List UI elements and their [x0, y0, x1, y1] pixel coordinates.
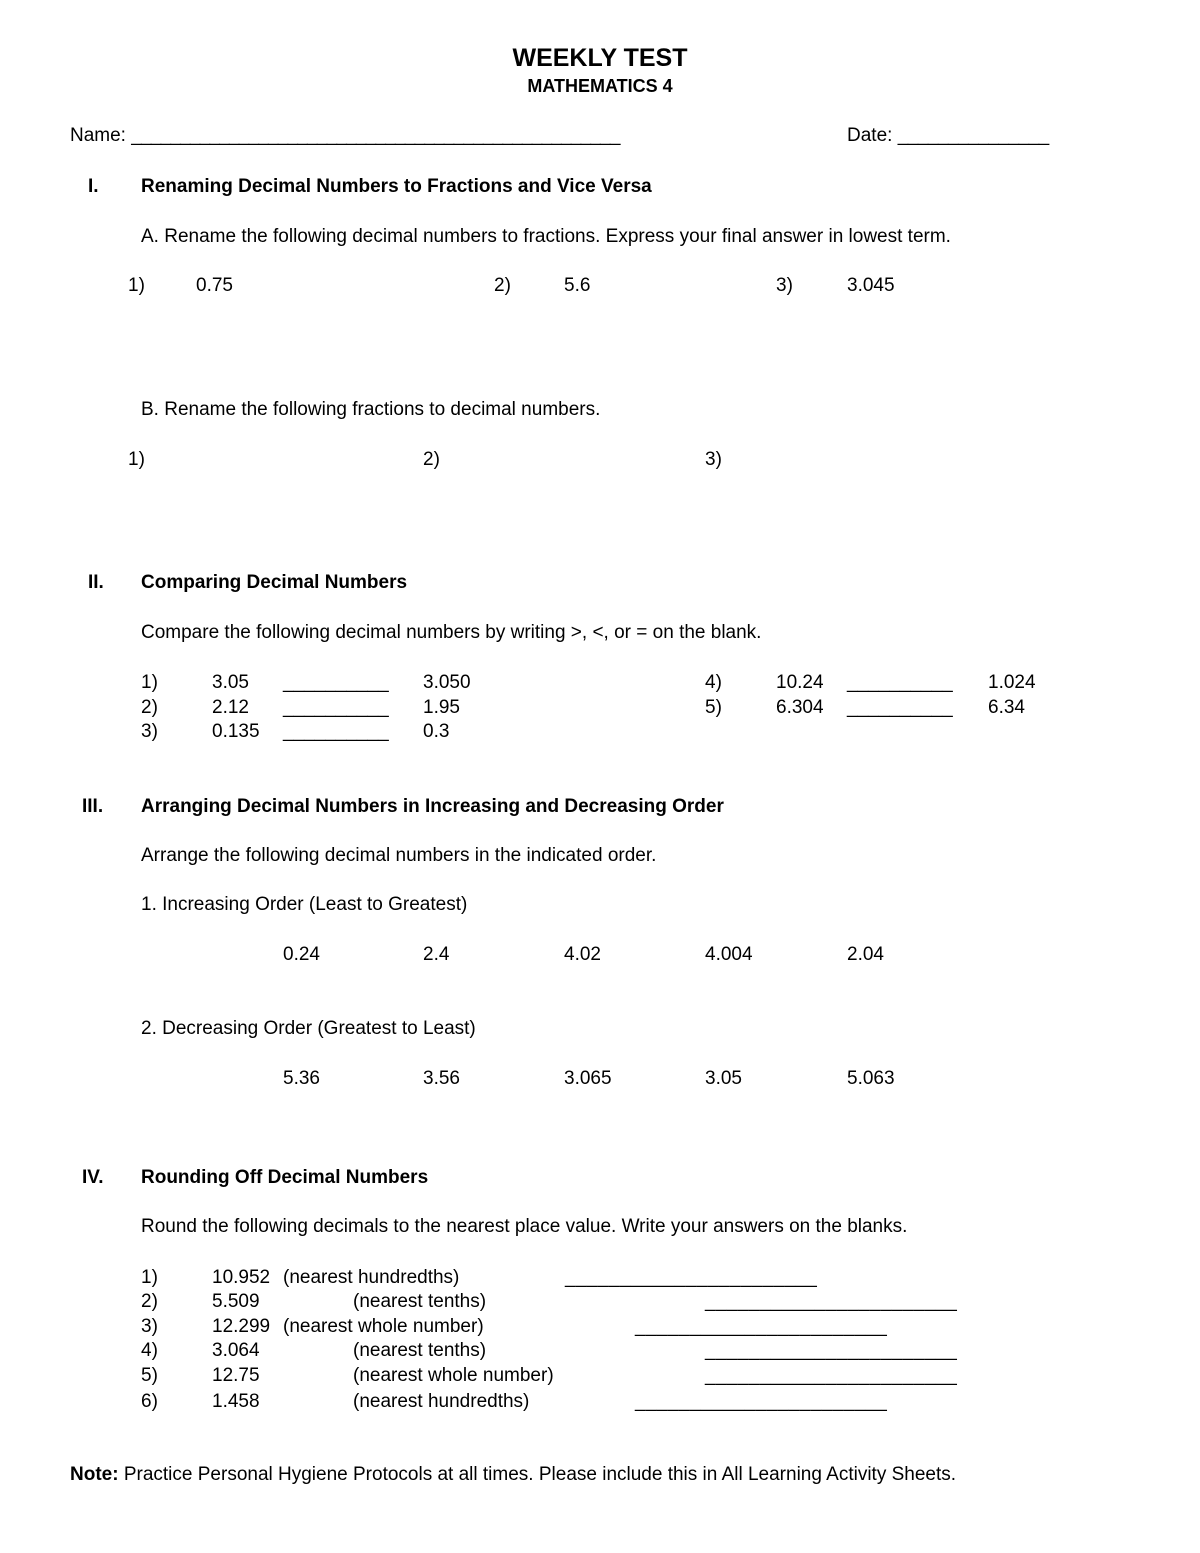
order-value: 3.56 — [423, 1068, 460, 1089]
name-field[interactable] — [70, 126, 620, 145]
order-value: 3.05 — [705, 1068, 742, 1089]
answer-blank[interactable]: _______________________ — [705, 1365, 958, 1386]
section-4-instruction: Round the following decimals to the nearest place value. Write your answers on the blanks. — [141, 1216, 908, 1237]
date-label: Date: — [847, 125, 898, 146]
answer-blank[interactable]: _______________________ — [705, 1340, 958, 1361]
compare-blank[interactable]: __________ — [283, 672, 389, 693]
decimal-value: 5.6 — [564, 275, 591, 296]
order-value: 4.02 — [564, 944, 601, 965]
item-number: 2) — [141, 1291, 158, 1312]
item-number: 1) — [141, 672, 158, 693]
section-2-instruction: Compare the following decimal numbers by writing >, <, or = on the blank. — [141, 622, 762, 643]
round-value: 1.458 — [212, 1391, 260, 1412]
item-number: 5) — [705, 697, 722, 718]
section-1a-instruction: A. Rename the following decimal numbers to fractions. Express your final answer in lowest term. — [141, 226, 951, 247]
compare-right: 1.024 — [988, 672, 1036, 693]
round-value: 3.064 — [212, 1340, 260, 1361]
name-blank[interactable]: __________________________________________________ — [131, 125, 620, 146]
order-value: 0.24 — [283, 944, 320, 965]
section-1-numeral: I. — [88, 176, 99, 197]
item-number: 5) — [141, 1365, 158, 1386]
compare-right: 6.34 — [988, 697, 1025, 718]
item-number: 4) — [705, 672, 722, 693]
item-number: 1) — [141, 1267, 158, 1288]
item-number: 3) — [776, 275, 793, 296]
footer-note — [70, 1465, 956, 1484]
name-label: Name: — [70, 125, 132, 146]
compare-left: 10.24 — [776, 672, 824, 693]
item-number: 2) — [494, 275, 511, 296]
decimal-value: 3.045 — [847, 275, 895, 296]
section-1-heading: Renaming Decimal Numbers to Fractions and Vice Versa — [141, 176, 652, 197]
page-title: WEEKLY TEST — [512, 44, 688, 72]
section-4-numeral: IV. — [82, 1167, 104, 1188]
compare-blank[interactable]: __________ — [283, 721, 389, 742]
note-text: Practice Personal Hygiene Protocols at all times. Please include this in All Learning Activity Sheets. — [118, 1464, 957, 1485]
section-3-numeral: III. — [82, 796, 104, 817]
answer-blank[interactable]: _______________________ — [565, 1267, 818, 1288]
page-subtitle: MATHEMATICS 4 — [527, 76, 673, 96]
compare-blank[interactable]: __________ — [283, 697, 389, 718]
order-value: 4.004 — [705, 944, 753, 965]
answer-blank[interactable]: _______________________ — [705, 1291, 958, 1312]
compare-left: 3.05 — [212, 672, 249, 693]
item-number: 2) — [423, 449, 440, 470]
round-value: 10.952 — [212, 1267, 271, 1288]
round-place: (nearest hundredths) — [353, 1391, 530, 1412]
section-3-instruction: Arrange the following decimal numbers in the indicated order. — [141, 845, 657, 866]
round-place: (nearest whole number) — [283, 1316, 484, 1337]
item-number: 1) — [128, 275, 145, 296]
increasing-order-label: 1. Increasing Order (Least to Greatest) — [141, 894, 468, 915]
order-value: 2.4 — [423, 944, 450, 965]
round-place: (nearest tenths) — [353, 1291, 487, 1312]
item-number: 1) — [128, 449, 145, 470]
compare-right: 1.95 — [423, 697, 460, 718]
decimal-value: 0.75 — [196, 275, 233, 296]
compare-left: 6.304 — [776, 697, 824, 718]
compare-left: 0.135 — [212, 721, 260, 742]
compare-blank[interactable]: __________ — [847, 672, 953, 693]
round-value: 12.75 — [212, 1365, 260, 1386]
round-place: (nearest whole number) — [353, 1365, 554, 1386]
item-number: 2) — [141, 697, 158, 718]
item-number: 6) — [141, 1391, 158, 1412]
compare-left: 2.12 — [212, 697, 249, 718]
order-value: 3.065 — [564, 1068, 612, 1089]
round-value: 12.299 — [212, 1316, 271, 1337]
round-place: (nearest hundredths) — [283, 1267, 460, 1288]
compare-right: 0.3 — [423, 721, 450, 742]
section-3-heading: Arranging Decimal Numbers in Increasing and Decreasing Order — [141, 796, 724, 817]
answer-blank[interactable]: _______________________ — [635, 1391, 888, 1412]
date-blank[interactable]: _______________ — [897, 125, 1049, 146]
item-number: 3) — [141, 1316, 158, 1337]
section-2-heading: Comparing Decimal Numbers — [141, 572, 408, 593]
item-number: 3) — [141, 721, 158, 742]
note-label: Note: — [70, 1464, 119, 1485]
item-number: 4) — [141, 1340, 158, 1361]
section-2-numeral: II. — [88, 572, 104, 593]
round-place: (nearest tenths) — [353, 1340, 487, 1361]
decreasing-order-label: 2. Decreasing Order (Greatest to Least) — [141, 1018, 476, 1039]
order-value: 2.04 — [847, 944, 884, 965]
answer-blank[interactable]: _______________________ — [635, 1316, 888, 1337]
round-value: 5.509 — [212, 1291, 260, 1312]
item-number: 3) — [705, 449, 722, 470]
section-4-heading: Rounding Off Decimal Numbers — [141, 1167, 429, 1188]
section-1b-instruction: B. Rename the following fractions to decimal numbers. — [141, 399, 601, 420]
order-value: 5.063 — [847, 1068, 895, 1089]
date-field[interactable] — [847, 126, 1049, 145]
compare-blank[interactable]: __________ — [847, 697, 953, 718]
order-value: 5.36 — [283, 1068, 320, 1089]
compare-right: 3.050 — [423, 672, 471, 693]
